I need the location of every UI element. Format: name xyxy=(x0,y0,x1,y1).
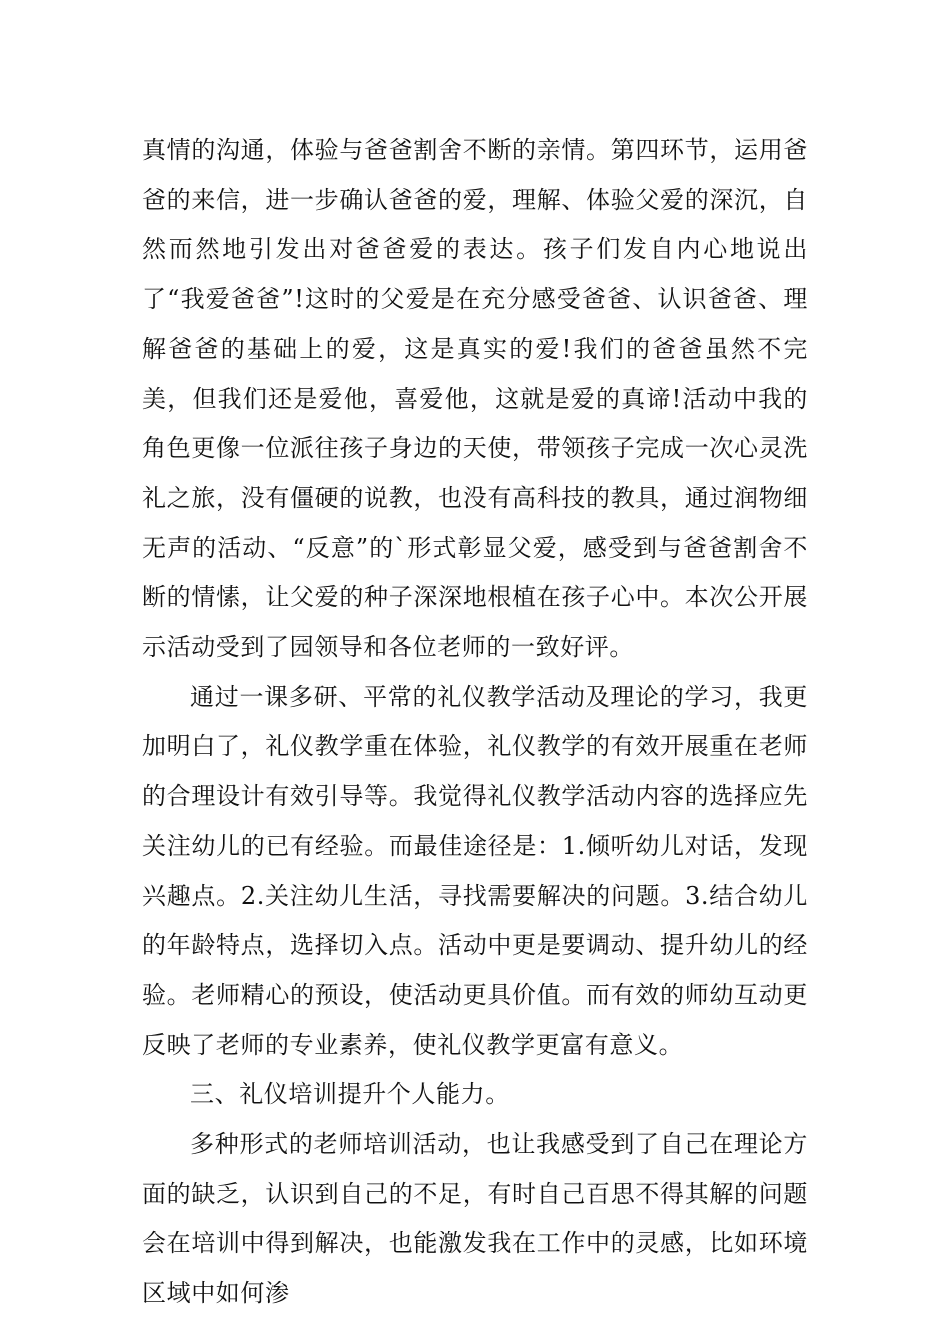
paragraph-etiquette-teaching: 通过一课多研、平常的礼仪教学活动及理论的学习，我更加明白了，礼仪教学重在体验，礼仪教学的有效开展重在老师的合理设计有效引导等。我觉得礼仪教学活动内容的选择应先关注幼儿的已有经验。而最佳途径是：1.倾听幼儿对话，发现兴趣点。2.关注幼儿生活，寻找需要解决的问题。3.结合幼儿的年龄特点，选择切入点。活动中更是要调动、提升幼儿的经验。老师精心的预设，使活动更具价值。而有效的师幼互动更反映了老师的专业素养，使礼仪教学更富有意义。 xyxy=(142,682,808,1059)
document-body xyxy=(142,126,808,1319)
paragraph-teacher-training: 多种形式的老师培训活动，也让我感受到了自己在理论方面的缺乏，认识到自己的不足，有时自己百思不得其解的问题会在培训中得到解决，也能激发我在工作中的灵感，比如环境区域中如何渗 xyxy=(142,1130,808,1308)
section-heading-training: 三、礼仪培训提升个人能力。 xyxy=(190,1080,510,1109)
paragraph-continued: 真情的沟通，体验与爸爸割舍不断的亲情。第四环节，运用爸爸的来信，进一步确认爸爸的爱，理解、体验父爱的深沉，自然而然地引发出对爸爸爱的表达。孩子们发自内心地说出了“我爱爸爸”!这时的父爱是在充分感受爸爸、认识爸爸、理解爸爸的基础上的爱，这是真实的爱!我们的爸爸虽然不完美，但我们还是爱他，喜爱他，这就是爱的真谛!活动中我的角色更像一位派往孩子身边的天使，带领孩子完成一次心灵洗礼之旅，没有僵硬的说教，也没有高科技的教具，通过润物细无声的活动、“反意”的`形式彰显父爱，感受到与爸爸割舍不断的情愫，让父爱的种子深深地根植在孩子心中。本次公开展示活动受到了园领导和各位老师的一致好评。 xyxy=(142,136,808,662)
